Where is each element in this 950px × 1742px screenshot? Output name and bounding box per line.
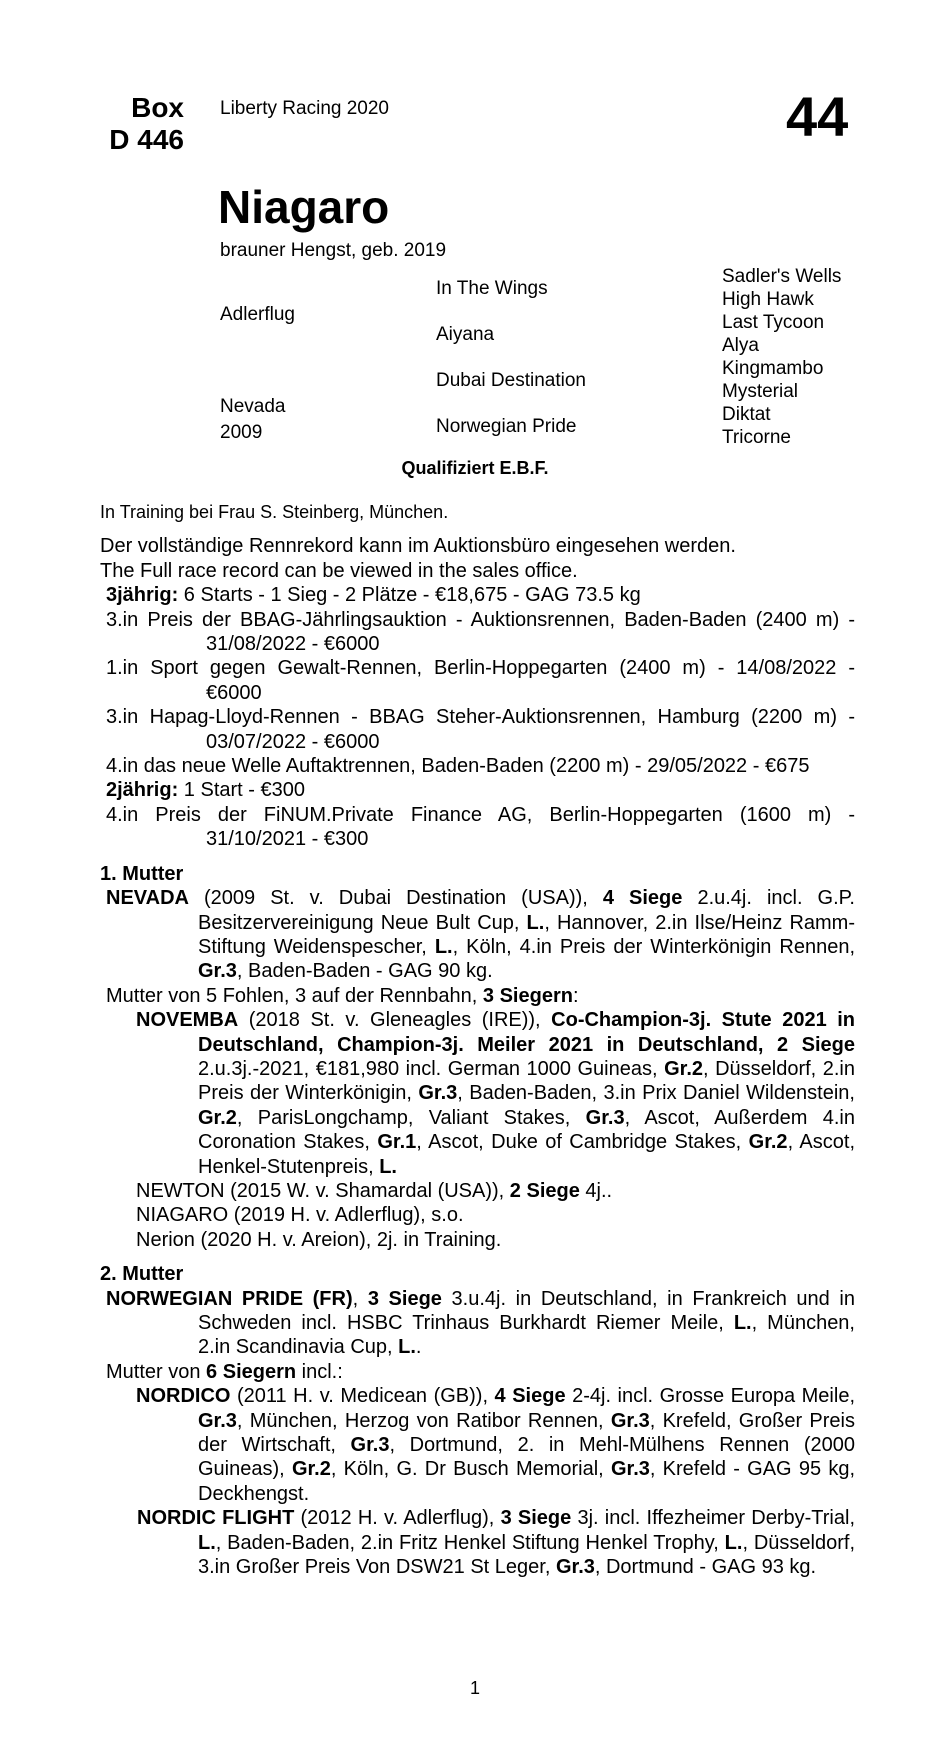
lot-number: 44 [786,85,849,148]
pedigree-gen3-1: Sadler's Wells [722,266,842,287]
dam1-entry: NEVADA (2009 St. v. Dubai Destination (USA)), 4 Siege 2.u.4j. incl. G.P. Besitzervereinigung Neue Bult Cup, L., Hannover, 2.in Ilse/Heinz Ramm-Stiftung Weidenspescher, L., Köln, 4.in Preis der Winterkönigin Rennen, Gr.3, Baden-Baden - GAG 90 kg. [106,887,855,983]
age2-label: 2jährig: [106,779,179,802]
pedigree-gen3-5: Kingmambo [722,358,824,379]
race-line: 3.in Hapag-Lloyd-Rennen - BBAG Steher-Auktionsrennen, Hamburg (2200 m) - 03/07/2022 - €6000 [106,706,855,753]
box-line-2: D 446 [109,124,184,155]
dam1-produce: Mutter von 5 Fohlen, 3 auf der Rennbahn, 3 Siegern: [106,984,579,1007]
box-label [100,92,184,156]
race-record-note-en: The Full race record can be viewed in the sales office. [100,559,578,582]
dam2-produce: Mutter von 6 Siegern incl.: [106,1360,343,1383]
race-line: 1.in Sport gegen Gewalt-Rennen, Berlin-Hoppegarten (2400 m) - 14/08/2022 - €6000 [106,657,855,704]
catalogue-body [100,500,855,1579]
pedigree-sire-sire: In The Wings [436,278,548,299]
pedigree-gen3-6: Mysterial [722,381,799,402]
dam2-heading: 2. Mutter [100,1263,184,1286]
age3-label: 3jährig: [106,584,179,607]
training-info: In Training bei Frau S. Steinberg, München. [100,502,449,522]
horse-description: brauner Hengst, geb. 2019 [220,240,447,261]
race-line: 4.in Preis der FiNUM.Private Finance AG, Berlin-Hoppegarten (1600 m) - 31/10/2021 - €300 [106,803,855,851]
pedigree-dam-year: 2009 [220,422,263,443]
box-line-1: Box [131,92,184,123]
dam1-heading: 1. Mutter [100,862,184,885]
pedigree-sire-dam: Aiyana [436,324,495,345]
pedigree-gen3-4: Alya [722,335,759,356]
dam2-offspring-1: NORDICO (2011 H. v. Medicean (GB)), 4 Siege 2-4j. incl. Grosse Europa Meile, Gr.3, München, Herzog von Ratibor Rennen, Gr.3, Krefeld, Großer Preis der Wirtschaft, Gr.3, Dortmund, 2. in Mehl-Mülhens Rennen (2000 Guineas), Gr.2, Köln, G. Dr Busch Memorial, Gr.3, Krefeld - GAG 95 kg, Deckhengst. [136,1385,855,1505]
dam1-offspring-4: Nerion (2020 H. v. Areion), 2j. in Training. [136,1228,502,1251]
age3-summary: 3jährig: 6 Starts - 1 Sieg - 2 Plätze - €18,675 - GAG 73.5 kg [106,584,641,607]
pedigree-gen3-7: Diktat [722,404,771,425]
dam2-offspring-2: NORDIC FLIGHT (2012 H. v. Adlerflug), 3 Siege 3j. incl. Iffezheimer Derby-Trial, L., Baden-Baden, 2.in Fritz Henkel Stiftung Henkel Trophy, L., Düsseldorf, 3.in Großer Preis Von DSW21 St Leger, Gr.3, Dortmund - GAG 93 kg. [137,1507,856,1579]
pedigree-sire: Adlerflug [220,304,295,325]
seller-name: Liberty Racing 2020 [220,98,389,119]
pedigree-gen3-3: Last Tycoon [722,312,825,333]
dam1-offspring-2: NEWTON (2015 W. v. Shamardal (USA)), 2 Siege 4j.. [136,1179,613,1202]
dam1-offspring-3: NIAGARO (2019 H. v. Adlerflug), s.o. [136,1204,464,1227]
age2-summary: 2jährig: 1 Start - €300 [106,779,305,802]
race-line: 4.in das neue Welle Auftaktrennen, Baden-Baden (2200 m) - 29/05/2022 - €675 [106,755,810,778]
qualification: Qualifiziert E.B.F. [401,458,549,478]
dam2-entry: NORWEGIAN PRIDE (FR), 3 Siege 3.u.4j. in Deutschland, in Frankreich und in Schweden incl. HSBC Trinhaus Burkhardt Riemer Meile, L., München, 2.in Scandinavia Cup, L.. [106,1287,855,1359]
dam1-offspring-1: NOVEMBA (2018 St. v. Gleneagles (IRE)), Co-Champion-3j. Stute 2021 in Deutschland, Champion-3j. Meiler 2021 in Deutschland, 2 Siege 2.u.3j.-2021, €181,980 incl. German 1000 Guineas, Gr.2, Düsseldorf, 2.in Preis der Winterkönigin, Gr.3, Baden-Baden, 3.in Prix Daniel Wildenstein, Gr.2, ParisLongchamp, Valiant Stakes, Gr.3, Ascot, Außerdem 4.in Coronation Stakes, Gr.1, Ascot, Duke of Cambridge Stakes, Gr.2, Ascot, Henkel-Stutenpreis, L. [136,1009,855,1178]
horse-name: Niagaro [218,181,390,233]
page-number: 1 [469,1678,480,1698]
pedigree-gen3-2: High Hawk [722,289,814,310]
race-record-note-de: Der vollständige Rennrekord kann im Auktionsbüro eingesehen werden. [100,535,736,558]
pedigree-dam-dam: Norwegian Pride [436,416,577,437]
race-line: 3.in Preis der BBAG-Jährlingsauktion - Auktionsrennen, Baden-Baden (2400 m) - 31/08/2022 - €6000 [106,608,855,656]
pedigree-gen3-8: Tricorne [722,427,791,448]
pedigree-dam: Nevada [220,396,286,417]
pedigree-dam-sire: Dubai Destination [436,370,586,391]
